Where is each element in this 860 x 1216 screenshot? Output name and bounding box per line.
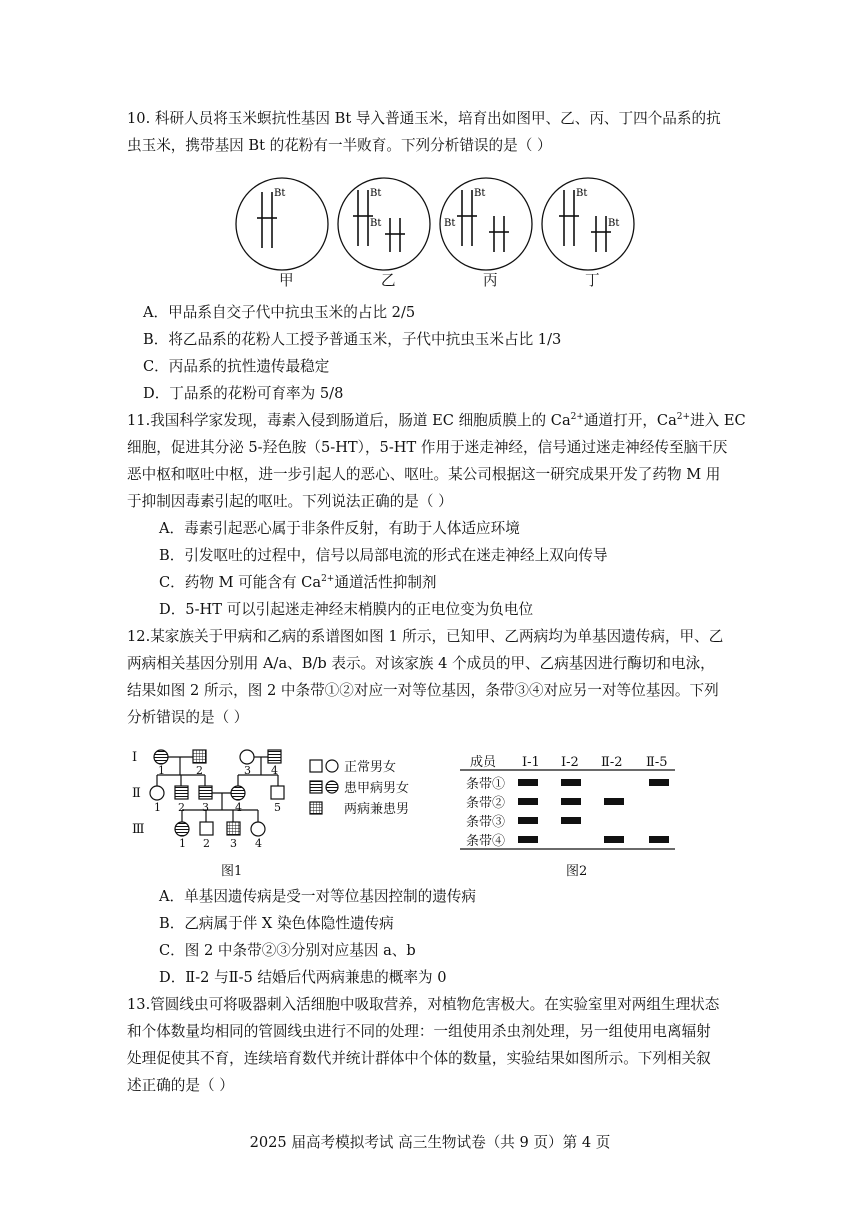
header-member: 成员: [470, 755, 497, 770]
cell-ding: [542, 178, 634, 270]
cell-label-ding: 丁: [585, 272, 600, 289]
q10-line-2: 虫玉米，携带基因 Bt 的花粉有一半败育。下列分析错误的是（ ）: [127, 137, 552, 154]
q11-option-d: D．5-HT 可以引起迷走神经末梢膜内的正电位变为负电位: [159, 601, 534, 618]
q13-line-1: 13.管圆线虫可将吸器刺入活细胞中吸取营养，对植物危害极大。在实验室里对两组生理状态: [127, 996, 720, 1013]
q11-option-a: A．毒素引起恶心属于非条件反射，有助于人体适应环境: [159, 520, 520, 537]
gel-band: [518, 836, 538, 843]
pedigree-ii2: [175, 786, 188, 799]
bt-label: Bt: [274, 188, 286, 199]
pedigree-number: 2: [196, 764, 203, 777]
column-header: Ⅰ-1: [522, 755, 540, 770]
pedigree-ii3: [199, 786, 212, 799]
q12-line-1: 12.某家族关于甲病和乙病的系谱图如图 1 所示，已知甲、乙两病均为单基因遗传病，甲、乙: [127, 628, 724, 645]
column-header: Ⅱ-2: [601, 755, 623, 770]
gel-band: [649, 779, 669, 786]
gel-band: [604, 798, 624, 805]
page-footer: 2025 届高考模拟考试 高三生物试卷（共 9 页）第 4 页: [249, 1134, 611, 1151]
q12-option-d: D．Ⅱ-2 与Ⅱ-5 结婚后代两病兼患的概率为 0: [159, 969, 447, 986]
generation-label: Ⅱ: [132, 786, 141, 801]
pedigree-number: 5: [274, 801, 281, 814]
q10-option-c: C．丙品系的抗性遗传最稳定: [143, 358, 330, 375]
pedigree-number: 2: [203, 837, 210, 850]
q10-option-b: B．将乙品系的花粉人工授予普通玉米，子代中抗虫玉米占比 1/3: [143, 331, 562, 348]
q11-line-3: 恶中枢和呕吐中枢，进一步引起人的恶心、呕吐。某公司根据这一研究成果开发了药物 M 用: [127, 466, 721, 483]
q11-line-4: 于抑制因毒素引起的呕吐。下列说法正确的是（ ）: [127, 493, 453, 510]
row-label: 条带③: [466, 815, 506, 830]
electrophoresis-figure: [460, 754, 680, 859]
pedigree-i3: [240, 750, 254, 764]
row-label: 条带④: [466, 834, 506, 849]
pedigree-number: 4: [235, 801, 242, 814]
gel-bands: [518, 779, 669, 843]
pedigree-iii3: [227, 822, 240, 835]
pedigree-ii4: [231, 786, 245, 800]
gel-band: [518, 817, 538, 824]
figure-2-caption: 图2: [566, 864, 588, 879]
pedigree-number: 4: [271, 764, 278, 777]
pedigree-number: 3: [230, 837, 237, 850]
pedigree-number: 1: [154, 801, 161, 814]
legend-normal: 正常男女: [344, 760, 397, 775]
cell-bing: [440, 178, 532, 270]
gel-band: [518, 779, 538, 786]
gel-band: [518, 798, 538, 805]
gel-band: [561, 817, 581, 824]
q11-option-b: B．引发呕吐的过程中，信号以局部电流的形式在迷走神经上双向传导: [159, 547, 608, 564]
bt-label: Bt: [608, 218, 620, 229]
q13-line-2: 和个体数量均相同的管圆线虫进行不同的处理：一组使用杀虫剂处理，另一组使用电离辐射: [127, 1023, 711, 1040]
legend-both-diseases: 两病兼患男: [344, 802, 410, 817]
pedigree-figure: [130, 747, 430, 857]
pedigree-number: 2: [178, 801, 185, 814]
pedigree-iii1: [175, 822, 189, 836]
pedigree-i1: [154, 750, 168, 764]
pedigree-ii5: [271, 786, 284, 799]
q11-option-c: C．药物 M 可能含有 $Ca^{2+}$通道活性抑制剂: [159, 574, 437, 591]
q11-line-2: 细胞，促进其分泌 5-羟色胺（5-HT），5-HT 作用于迷走神经，信号通过迷走神经传至脑干厌: [127, 439, 728, 456]
q10-option-d: D．丁品系的花粉可育率为 5/8: [143, 385, 344, 402]
pedigree-ii1: [150, 786, 164, 800]
bt-label: Bt: [576, 188, 588, 199]
figure-1-caption: 图1: [221, 864, 243, 879]
gel-band: [604, 836, 624, 843]
q12-line-2: 两病相关基因分别用 A/a、B/b 表示。对该家族 4 个成员的甲、乙病基因进行酶切和电泳，: [127, 655, 715, 672]
row-label: 条带①: [466, 777, 506, 792]
pedigree-i4: [268, 750, 281, 763]
pedigree-iii4: [251, 822, 265, 836]
gel-band: [561, 779, 581, 786]
pedigree-number: 3: [244, 764, 251, 777]
q10-line-1: 10. 科研人员将玉米螟抗性基因 Bt 导入普通玉米，培育出如图甲、乙、丙、丁四个品系的抗: [127, 110, 721, 127]
q12-option-c: C．图 2 中条带②③分别对应基因 a、b: [159, 942, 416, 959]
q13-line-3: 处理促使其不育，连续培育数代并统计群体中个体的数量，实验结果如图所示。下列相关叙: [127, 1050, 711, 1067]
pedigree-number: 3: [202, 801, 209, 814]
q12-option-a: A．单基因遗传病是受一对等位基因控制的遗传病: [159, 888, 477, 905]
pedigree-number: 4: [255, 837, 262, 850]
generation-label: Ⅲ: [132, 822, 145, 837]
q10-option-a: A．甲品系自交子代中抗虫玉米的占比 2/5: [143, 304, 416, 321]
q11-line-1: 11.我国科学家发现，毒素入侵到肠道后，肠道 EC 细胞质膜上的 $Ca^{2+}$通道打开，$Ca^{2+}$进入 EC: [127, 412, 746, 429]
cell-yi: [338, 178, 430, 270]
q13-line-4: 述正确的是（ ）: [127, 1077, 234, 1094]
pedigree-i2: [193, 750, 206, 763]
q10-chromosome-figure: [234, 176, 654, 276]
pedigree-iii2: [200, 822, 213, 835]
cell-jia: [236, 178, 328, 270]
cell-label-yi: 乙: [381, 272, 396, 289]
column-header: Ⅰ-2: [561, 755, 579, 770]
pedigree-number: 1: [179, 837, 186, 850]
q12-option-b: B．乙病属于伴 X 染色体隐性遗传病: [159, 915, 394, 932]
bt-label: Bt: [370, 188, 382, 199]
column-header: Ⅱ-5: [646, 755, 668, 770]
bt-label: Bt: [474, 188, 486, 199]
gel-band: [561, 798, 581, 805]
bt-label: Bt: [370, 218, 382, 229]
gel-band: [649, 836, 669, 843]
row-label: 条带②: [466, 796, 506, 811]
cell-label-bing: 丙: [483, 272, 498, 289]
q12-line-4: 分析错误的是（ ）: [127, 709, 249, 726]
bt-label: Bt: [444, 218, 456, 229]
pedigree-number: 1: [158, 764, 165, 777]
cell-label-jia: 甲: [279, 272, 294, 289]
q12-line-3: 结果如图 2 所示，图 2 中条带①②对应一对等位基因，条带③④对应另一对等位基因。下列: [127, 682, 719, 699]
generation-label: Ⅰ: [132, 750, 138, 765]
legend-disease-a: 患甲病男女: [344, 781, 410, 796]
